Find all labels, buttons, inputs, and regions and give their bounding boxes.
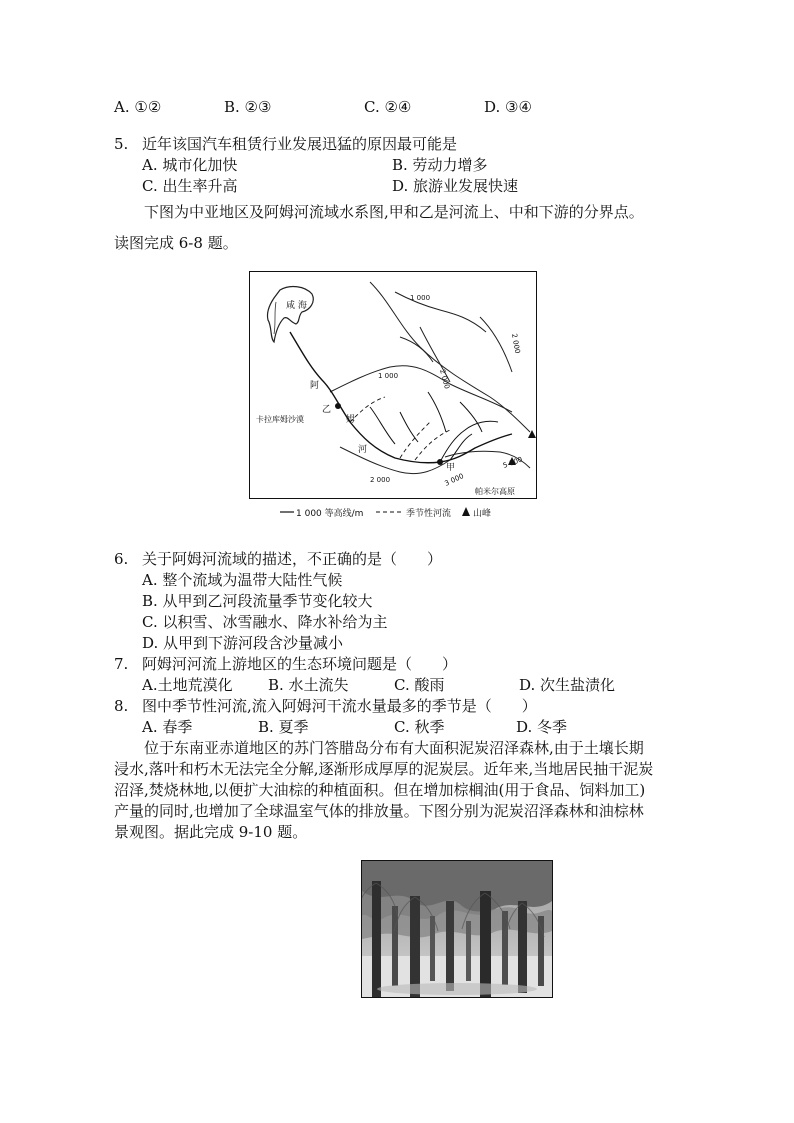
q4-option-c: C. ②④	[364, 98, 412, 116]
intro-9-10-line5: 景观图。据此完成 9-10 题。	[114, 823, 308, 841]
q7-option-b: B. 水土流失	[268, 676, 349, 694]
q4-option-d: D. ③④	[484, 98, 532, 116]
intro-9-10-line4: 产量的同时,也增加了全球温室气体的排放量。下图分别为泥炭沼泽森林和油棕林	[114, 802, 644, 820]
legend-peak: 山峰	[473, 509, 492, 519]
q6-option-a: A. 整个流域为温带大陆性气候	[142, 571, 343, 589]
q6-number: 6.	[114, 550, 129, 568]
map-legend	[280, 504, 540, 518]
map-label-river-2: 姆	[346, 415, 356, 425]
amu-river-map	[249, 271, 537, 499]
q7-number: 7.	[114, 655, 129, 673]
q7-option-a: A.土地荒漠化	[142, 676, 233, 694]
q7-option-d: D. 次生盐渍化	[519, 676, 616, 694]
q8-number: 8.	[114, 697, 129, 715]
q5-option-d: D. 旅游业发展快速	[392, 177, 519, 195]
map-svg	[250, 272, 536, 498]
q4-option-a: A. ①②	[114, 98, 162, 116]
map-contour-1: 1 000	[410, 294, 431, 302]
q6-option-b: B. 从甲到乙河段流量季节变化较大	[142, 592, 373, 610]
q5-option-a: A. 城市化加快	[142, 156, 238, 174]
q6-option-c: C. 以积雪、冰雪融水、降水补给为主	[142, 613, 388, 631]
map-label-river-1: 阿	[310, 381, 320, 391]
intro-9-10-line1: 位于东南亚赤道地区的苏门答腊岛分布有大面积泥炭沼泽森林,由于土壤长期	[144, 739, 644, 757]
q6-stem: 关于阿姆河流域的描述，不正确的是（ ）	[142, 550, 443, 568]
legend-contour: 1 000 等高线/m	[296, 509, 364, 519]
map-label-desert: 卡拉库姆沙漠	[256, 415, 304, 424]
intro-9-10	[114, 738, 684, 843]
intro-9-10-line3: 沼泽,焚烧林地,以便扩大油棕的种植面积。但在增加棕榈油(用于食品、饲料加工)	[114, 781, 646, 799]
q5-option-b: B. 劳动力增多	[392, 156, 488, 174]
q8-stem: 图中季节性河流,流入阿姆河干流水量最多的季节是（ ）	[142, 697, 537, 715]
intro-6-8-line1: 下图为中亚地区及阿姆河流域水系图,甲和乙是河流上、中和下游的分界点。	[144, 203, 644, 221]
map-label-jia: 甲	[446, 463, 456, 473]
intro-6-8-line2: 读图完成 6-8 题。	[114, 234, 238, 252]
oil-palm-photo	[361, 860, 553, 998]
q4-option-b: B. ②③	[224, 98, 272, 116]
q7-stem: 阿姆河河流上游地区的生态环境问题是（ ）	[142, 655, 458, 673]
map-contour-5: 2 000	[370, 476, 391, 484]
map-contour-3: 2 000	[510, 332, 522, 355]
q5-stem: 近年该国汽车租赁行业发展迅猛的原因最可能是	[142, 135, 458, 153]
q6-option-d: D. 从甲到下游河段含沙量减小	[142, 634, 344, 652]
map-label-yi: 乙	[322, 405, 332, 415]
map-contour-6: 3 000	[443, 472, 466, 488]
q8-option-b: B. 夏季	[258, 718, 309, 736]
q8-option-a: A. 春季	[142, 718, 193, 736]
map-label-plateau: 帕米尔高原	[475, 487, 515, 496]
intro-9-10-line2: 浸水,落叶和朽木无法完全分解,逐渐形成厚厚的泥炭层。近年来,当地居民抽干泥炭	[114, 760, 654, 778]
q7-option-c: C. 酸雨	[394, 676, 445, 694]
q8-option-c: C. 秋季	[394, 718, 445, 736]
peak-icon	[462, 507, 470, 516]
q8-option-d: D. 冬季	[516, 718, 568, 736]
map-label-aral-sea: 咸 海	[286, 301, 307, 311]
amu-darya-river	[290, 332, 512, 463]
map-contour-7: 5 000	[501, 455, 524, 470]
q5-option-c: C. 出生率升高	[142, 177, 238, 195]
map-label-river-3: 河	[358, 445, 368, 455]
map-contour-2: 1 000	[378, 372, 399, 380]
map-contour-4: 2 000	[438, 368, 451, 390]
q5-number: 5.	[114, 135, 129, 153]
legend-seasonal: 季节性河流	[406, 509, 452, 519]
